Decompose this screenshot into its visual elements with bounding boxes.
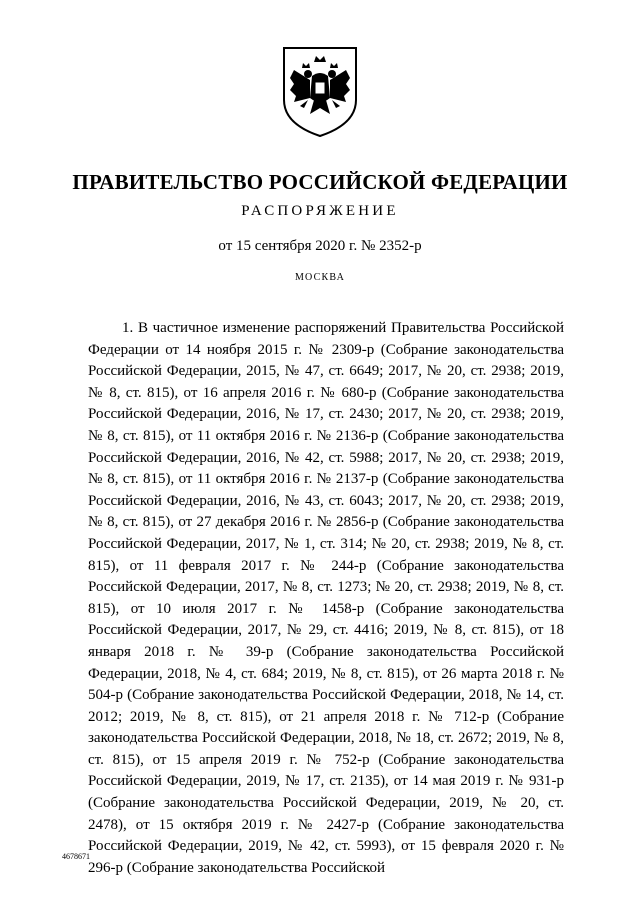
document-type: РАСПОРЯЖЕНИЕ: [241, 203, 399, 219]
body-paragraph: 1. В частичное изменение распоряжений Правительства Российской Федерации от 14 ноября 2015 г. № 2309-р (Собрание законодательства Российской Федерации, 2015, № 47, ст. 6649; 2017, № 20, ст. 2938; 2019, № 8, ст. 815), от 16 апреля 2016 г. № 680-р (Собрание законодательства Российской Федерации, 2016, № 17, ст. 2430; 2017, № 20, ст. 2938; 2019, № 8, ст. 815), от 11 октября 2016 г. № 2136-р (Собрание законодательства Российской Федерации, 2016, № 42, ст. 5988; 2017, № 20, ст. 2938; 2019, № 8, ст. 815), от 11 октября 2016 г. № 2137-р (Собрание законодательства Российской Федерации, 2016, № 43, ст. 6043; 2017, № 20, ст. 2938; 2019, № 8, ст. 815), от 27 декабря 2016 г. № 2856-р (Собрание законодательства Российской Федерации, 2017, № 1, ст. 314; № 20, ст. 2938; 2019, № 8, ст. 815), от 11 февраля 2017 г. № 244-р (Собрание законодательства Российской Федерации, 2017, № 8, ст. 1273; № 20, ст. 2938; 2019, № 8, ст. 815), от 10 июля 2017 г. № 1458-р (Собрание законодательства Российской Федерации, 2017, № 29, ст. 4416; 2019, № 8, ст. 815), от 18 января 2018 г. № 39-р (Собрание законодательства Российской Федерации, 2018, № 4, ст. 684; 2019, № 8, ст. 815), от 26 марта 2018 г. № 504-р (Собрание законодательства Российской Федерации, 2018, № 14, ст. 2012; 2019, № 8, ст. 815), от 21 апреля 2018 г. № 712-р (Собрание законодательства Российской Федерации, 2018, № 18, ст. 2672; 2019, № 8, ст. 815), от 15 апреля 2019 г. № 752-р (Собрание законодательства Российской Федерации, 2019, № 17, ст. 2135), от 14 мая 2019 г. № 931-р (Собрание законодательства Российской Федерации, 2019, № 20, ст. 2478), от 15 октября 2019 г. № 2427-р (Собрание законодательства Российской Федерации, 2019, № 42, ст. 5993), от 15 февраля 2020 г. № 296-р (Собрание законодательства Российской: [88, 320, 564, 876]
government-title: ПРАВИТЕЛЬСТВО РОССИЙСКОЙ ФЕДЕРАЦИИ: [72, 170, 568, 194]
russian-coat-of-arms-icon: [270, 40, 370, 140]
document-city: МОСКВА: [294, 272, 346, 283]
document-date-number: от 15 сентября 2020 г. № 2352-р: [218, 238, 422, 254]
document-id: 4678671: [62, 852, 90, 861]
